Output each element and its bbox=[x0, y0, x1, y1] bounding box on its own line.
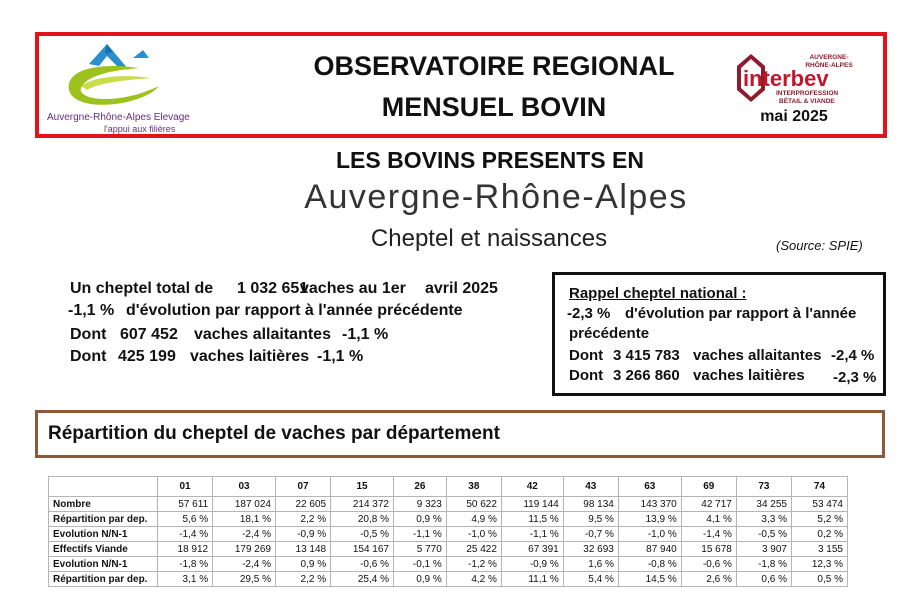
table-cell: 98 134 bbox=[563, 497, 618, 512]
regional-dont-1: Dont bbox=[70, 326, 107, 343]
regional-allaitantes-value: 607 452 bbox=[120, 326, 178, 343]
table-cell: 18,1 % bbox=[213, 512, 276, 527]
table-header-cell: 03 bbox=[213, 477, 276, 497]
table-row bbox=[49, 497, 848, 512]
table-cell: 154 167 bbox=[331, 542, 394, 557]
interbev-region-line1: AUVERGNE- bbox=[809, 54, 849, 61]
table-cell: -1,8 % bbox=[736, 557, 791, 572]
subtitle-region: Auvergne-Rhône-Alpes bbox=[304, 178, 688, 216]
table-cell: 5,2 % bbox=[791, 512, 847, 527]
table-cell: 42 717 bbox=[681, 497, 736, 512]
table-cell: -0,6 % bbox=[331, 557, 394, 572]
national-dont-2: Dont bbox=[569, 367, 604, 384]
interbev-logo-graphic bbox=[729, 46, 859, 108]
ara-elevage-logo-tagline: l'appui aux filières bbox=[104, 124, 176, 134]
table-cell: 0,9 % bbox=[276, 557, 331, 572]
table-cell: 87 940 bbox=[618, 542, 681, 557]
regional-allaitantes-evol: -1,1 % bbox=[342, 326, 389, 343]
table-cell: 22 605 bbox=[276, 497, 331, 512]
national-evol-text-line2: précédente bbox=[569, 325, 650, 342]
table-cell: 14,5 % bbox=[618, 572, 681, 587]
table-header-cell: 69 bbox=[681, 477, 736, 497]
table-cell: 9,5 % bbox=[563, 512, 618, 527]
national-title: Rappel cheptel national : bbox=[569, 285, 747, 302]
table-cell: -1,1 % bbox=[501, 527, 563, 542]
table-cell: 13,9 % bbox=[618, 512, 681, 527]
table-cell: 50 622 bbox=[446, 497, 501, 512]
report-date: mai 2025 bbox=[760, 108, 828, 125]
table-cell: 2,2 % bbox=[276, 512, 331, 527]
table-cell: -0,5 % bbox=[736, 527, 791, 542]
table-cell: 119 144 bbox=[501, 497, 563, 512]
regional-evol-text: d'évolution par rapport à l'année précédente bbox=[126, 302, 463, 319]
regional-total-unit: vaches au 1er bbox=[300, 280, 406, 297]
table-cell: 3,3 % bbox=[736, 512, 791, 527]
national-allaitantes-evol: -2,4 % bbox=[831, 347, 875, 364]
table-header-cell: 38 bbox=[446, 477, 501, 497]
table-cell: 4,9 % bbox=[446, 512, 501, 527]
table-header-row bbox=[49, 477, 848, 497]
table-cell: -0,9 % bbox=[276, 527, 331, 542]
table-header-cell: 43 bbox=[563, 477, 618, 497]
national-evol-text-line1: d'évolution par rapport à l'année bbox=[625, 305, 857, 322]
table-cell: 0,2 % bbox=[791, 527, 847, 542]
ara-elevage-logo bbox=[47, 40, 207, 132]
table-cell: 187 024 bbox=[213, 497, 276, 512]
table-cell: 15 678 bbox=[681, 542, 736, 557]
table-header-cell: 01 bbox=[158, 477, 213, 497]
table-cell: 179 269 bbox=[213, 542, 276, 557]
table-cell: 53 474 bbox=[791, 497, 847, 512]
table-cell: 57 611 bbox=[158, 497, 213, 512]
table-cell: 1,6 % bbox=[563, 557, 618, 572]
table-cell: -1,8 % bbox=[158, 557, 213, 572]
national-reminder-box bbox=[552, 272, 886, 396]
interbev-line1: INTERPROFESSION bbox=[776, 90, 839, 97]
table-cell: -0,5 % bbox=[331, 527, 394, 542]
table-cell: 34 255 bbox=[736, 497, 791, 512]
table-header-cell: 73 bbox=[736, 477, 791, 497]
table-cell: 2,6 % bbox=[681, 572, 736, 587]
table-cell: 3 155 bbox=[791, 542, 847, 557]
row-label: Effectifs Viande bbox=[49, 542, 158, 557]
table-cell: 0,6 % bbox=[736, 572, 791, 587]
table-cell: 20,8 % bbox=[331, 512, 394, 527]
row-label: Répartition par dep. bbox=[49, 572, 158, 587]
header-banner bbox=[35, 32, 887, 138]
national-allaitantes-label: vaches allaitantes bbox=[693, 347, 822, 364]
table-cell: 18 912 bbox=[158, 542, 213, 557]
table-cell: 12,3 % bbox=[791, 557, 847, 572]
row-label: Evolution N/N-1 bbox=[49, 527, 158, 542]
table-cell: -0,9 % bbox=[501, 557, 563, 572]
table-header-corner bbox=[49, 477, 158, 497]
ara-elevage-logo-graphic bbox=[47, 40, 197, 112]
table-cell: 143 370 bbox=[618, 497, 681, 512]
table-cell: 11,5 % bbox=[501, 512, 563, 527]
table-header-cell: 15 bbox=[331, 477, 394, 497]
national-laitieres-evol: -2,3 % bbox=[833, 369, 877, 386]
subtitle-line1: LES BOVINS PRESENTS EN bbox=[335, 147, 644, 173]
section-title: Répartition du cheptel de vaches par département bbox=[48, 423, 500, 444]
table-cell: 5 770 bbox=[394, 542, 447, 557]
table-cell: 67 391 bbox=[501, 542, 563, 557]
interbev-logo bbox=[729, 46, 859, 108]
table-row bbox=[49, 512, 848, 527]
table-cell: -0,7 % bbox=[563, 527, 618, 542]
table-header-cell: 42 bbox=[501, 477, 563, 497]
ara-elevage-logo-name: Auvergne-Rhône-Alpes Elevage bbox=[47, 112, 190, 123]
national-laitieres-value: 3 266 860 bbox=[613, 367, 680, 384]
national-laitieres-label: vaches laitières bbox=[693, 367, 805, 384]
table-cell: 3 907 bbox=[736, 542, 791, 557]
table-row bbox=[49, 572, 848, 587]
table-cell: 5,6 % bbox=[158, 512, 213, 527]
subtitle-line3: Cheptel et naissances bbox=[370, 225, 608, 252]
table-row bbox=[49, 557, 848, 572]
table-header-cell: 07 bbox=[276, 477, 331, 497]
table-header-cell: 26 bbox=[394, 477, 447, 497]
interbev-line2: BÉTAIL & VIANDE bbox=[779, 98, 835, 105]
regional-total-date: avril 2025 bbox=[425, 280, 498, 297]
regional-laitieres-evol: -1,1 % bbox=[317, 348, 364, 365]
table-cell: 0,9 % bbox=[394, 512, 447, 527]
table-cell: -0,6 % bbox=[681, 557, 736, 572]
table-cell: 3,1 % bbox=[158, 572, 213, 587]
table-cell: 9 323 bbox=[394, 497, 447, 512]
report-title-line2: MENSUEL BOVIN bbox=[381, 92, 607, 122]
table-row bbox=[49, 542, 848, 557]
row-label: Nombre bbox=[49, 497, 158, 512]
national-allaitantes-value: 3 415 783 bbox=[613, 347, 680, 364]
table-cell: 214 372 bbox=[331, 497, 394, 512]
interbev-brand: interbev bbox=[743, 66, 829, 91]
regional-evol-value: -1,1 % bbox=[68, 302, 115, 319]
row-label: Evolution N/N-1 bbox=[49, 557, 158, 572]
table-cell: 2,2 % bbox=[276, 572, 331, 587]
table-cell: 11,1 % bbox=[501, 572, 563, 587]
interbev-region-line2: RHÔNE-ALPES bbox=[805, 62, 853, 69]
report-title-line1: OBSERVATOIRE REGIONAL bbox=[313, 51, 675, 81]
table-cell: -1,4 % bbox=[158, 527, 213, 542]
table-cell: 32 693 bbox=[563, 542, 618, 557]
table-cell: 13 148 bbox=[276, 542, 331, 557]
department-table bbox=[48, 476, 848, 587]
regional-dont-2: Dont bbox=[70, 348, 107, 365]
table-cell: 25 422 bbox=[446, 542, 501, 557]
table-cell: 0,9 % bbox=[394, 572, 447, 587]
table-cell: 29,5 % bbox=[213, 572, 276, 587]
table-cell: -2,4 % bbox=[213, 557, 276, 572]
regional-laitieres-value: 425 199 bbox=[118, 348, 176, 365]
table-cell: 0,5 % bbox=[791, 572, 847, 587]
table-cell: -1,1 % bbox=[394, 527, 447, 542]
table-cell: -0,1 % bbox=[394, 557, 447, 572]
table-cell: 25,4 % bbox=[331, 572, 394, 587]
national-evol-value: -2,3 % bbox=[567, 305, 611, 322]
table-cell: -0,8 % bbox=[618, 557, 681, 572]
table-cell: -1,2 % bbox=[446, 557, 501, 572]
row-label: Répartition par dep. bbox=[49, 512, 158, 527]
regional-allaitantes-label: vaches allaitantes bbox=[194, 326, 331, 343]
table-cell: -1,4 % bbox=[681, 527, 736, 542]
section-header bbox=[35, 410, 885, 458]
regional-total-prefix: Un cheptel total de bbox=[70, 280, 214, 297]
table-header-cell: 63 bbox=[618, 477, 681, 497]
source-note: (Source: SPIE) bbox=[776, 238, 863, 253]
table-cell: -1,0 % bbox=[618, 527, 681, 542]
national-dont-1: Dont bbox=[569, 347, 604, 364]
table-cell: 4,2 % bbox=[446, 572, 501, 587]
table-cell: -2,4 % bbox=[213, 527, 276, 542]
table-row bbox=[49, 527, 848, 542]
table-body bbox=[49, 497, 848, 587]
table-cell: -1,0 % bbox=[446, 527, 501, 542]
regional-laitieres-label: vaches laitières bbox=[190, 348, 310, 365]
table-cell: 5,4 % bbox=[563, 572, 618, 587]
table-header-cell: 74 bbox=[791, 477, 847, 497]
regional-total-value: 1 032 651 bbox=[237, 280, 309, 297]
table-cell: 4,1 % bbox=[681, 512, 736, 527]
